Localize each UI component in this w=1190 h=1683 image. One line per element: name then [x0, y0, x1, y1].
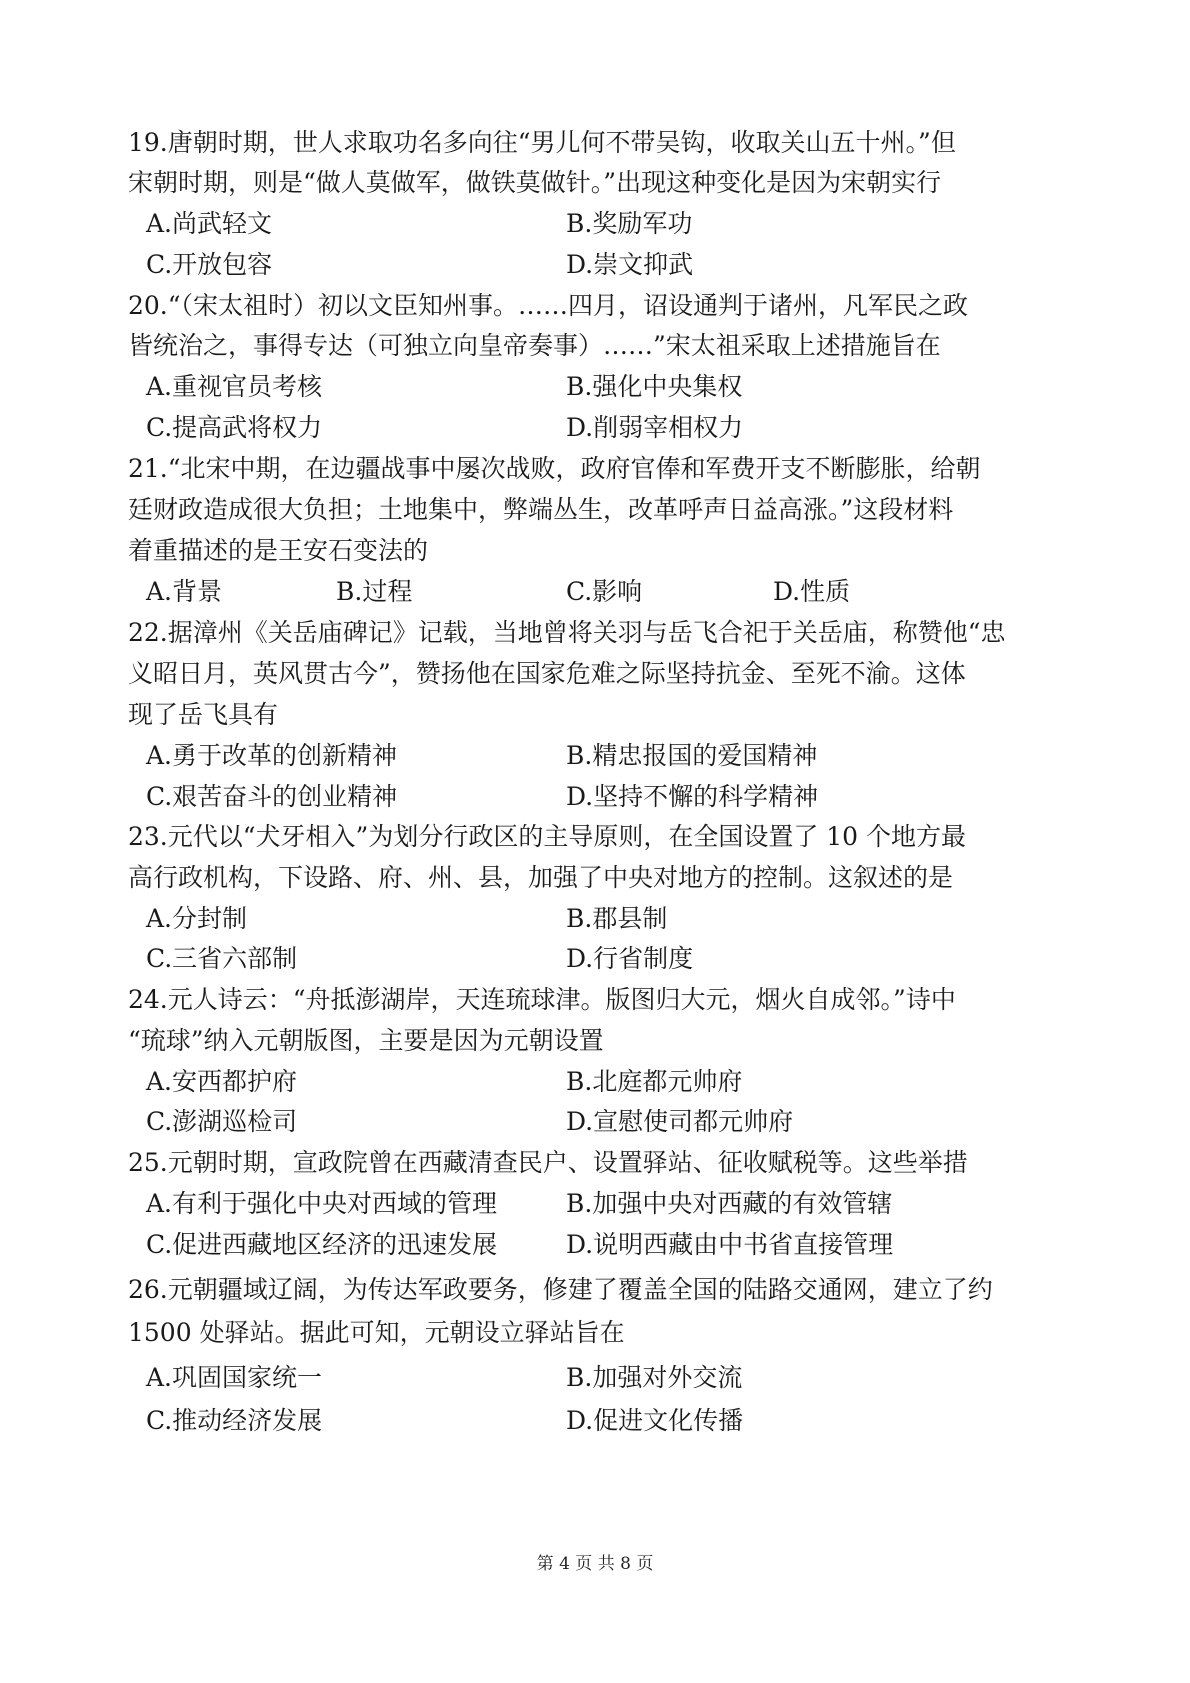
question-22-stem-line-2: 义昭日月，英风贯古今”，赞扬他在国家危难之际坚持抗金、至死不渝。这体 [128, 659, 966, 688]
question-20-option-d: D.削弱宰相权力 [566, 413, 744, 442]
question-19-option-c: C.开放包容 [146, 250, 273, 279]
question-24-stem-line-2: “琉球”纳入元朝版图，主要是因为元朝设置 [128, 1026, 604, 1055]
question-23-option-a: A.分封制 [146, 904, 248, 933]
question-24-option-c: C.澎湖巡检司 [146, 1107, 298, 1136]
question-20-option-c: C.提高武将权力 [146, 413, 323, 442]
question-25-option-c: C.促进西藏地区经济的迅速发展 [146, 1230, 498, 1259]
question-25-option-a: A.有利于强化中央对西域的管理 [146, 1189, 498, 1218]
question-22-option-b: B.精忠报国的爱国精神 [566, 741, 818, 770]
question-23-option-b: B.郡县制 [566, 904, 668, 933]
question-22-option-c: C.艰苦奋斗的创业精神 [146, 782, 398, 811]
question-19-option-d: D.崇文抑武 [566, 250, 694, 279]
question-23-stem-line-1: 23.元代以“犬牙相入”为划分行政区的主导原则，在全国设置了 10 个地方最 [128, 822, 967, 851]
question-21-option-a: A.背景 [146, 577, 223, 606]
question-20-stem-line-2: 皆统治之，事得专达（可独立向皇帝奏事）……”宋太祖采取上述措施旨在 [128, 331, 941, 360]
question-25-option-b: B.加强中央对西藏的有效管辖 [566, 1189, 893, 1218]
question-26-option-a: A.巩固国家统一 [146, 1363, 323, 1392]
question-21-option-b: B.过程 [336, 577, 413, 606]
question-26-option-b: B.加强对外交流 [566, 1363, 743, 1392]
question-21-stem-line-3: 着重描述的是王安石变法的 [128, 536, 429, 565]
question-26-option-d: D.促进文化传播 [566, 1406, 744, 1435]
question-22-stem-line-3: 现了岳飞具有 [128, 700, 279, 729]
question-20-option-b: B.强化中央集权 [566, 372, 743, 401]
question-24-option-a: A.安西都护府 [146, 1067, 298, 1096]
question-26-stem-line-1: 26.元朝疆域辽阔，为传达军政要务，修建了覆盖全国的陆路交通网，建立了约 [128, 1275, 993, 1304]
question-23-option-c: C.三省六部制 [146, 944, 298, 973]
question-19-option-a: A.尚武轻文 [146, 209, 273, 238]
question-21-stem-line-2: 廷财政造成很大负担；土地集中，弊端丛生，改革呼声日益高涨。”这段材料 [128, 495, 954, 524]
question-21-stem-line-1: 21.“北宋中期，在边疆战事中屡次战败，政府官俸和军费开支不断膨胀，给朝 [128, 454, 981, 483]
question-20-stem-line-1: 20.“（宋太祖时）初以文臣知州事。……四月，诏设通判于诸州，凡军民之政 [128, 291, 969, 320]
question-19-stem-line-2: 宋朝时期，则是“做人莫做军，做铁莫做针。”出现这种变化是因为宋朝实行 [128, 168, 942, 197]
question-23-stem-line-2: 高行政机构，下设路、府、州、县，加强了中央对地方的控制。这叙述的是 [128, 863, 954, 892]
question-19-stem-line-1: 19.唐朝时期，世人求取功名多向往“男儿何不带吴钩，收取关山五十州。”但 [128, 128, 956, 157]
question-24-option-b: B.北庭都元帅府 [566, 1067, 743, 1096]
page-footer: 第 4 页 共 8 页 [536, 1554, 654, 1574]
question-25-option-d: D.说明西藏由中书省直接管理 [566, 1230, 894, 1259]
question-21-option-c: C.影响 [566, 577, 643, 606]
question-26-stem-line-2: 1500 处驿站。据此可知，元朝设立驿站旨在 [128, 1318, 625, 1347]
question-22-option-d: D.坚持不懈的科学精神 [566, 782, 819, 811]
question-23-option-d: D.行省制度 [566, 944, 694, 973]
question-22-option-a: A.勇于改革的创新精神 [146, 741, 398, 770]
question-25-stem-line-1: 25.元朝时期，宣政院曾在西藏清查民户、设置驿站、征收赋税等。这些举措 [128, 1148, 968, 1177]
question-26-option-c: C.推动经济发展 [146, 1406, 323, 1435]
question-21-option-d: D.性质 [773, 577, 851, 606]
question-24-option-d: D.宣慰使司都元帅府 [566, 1107, 794, 1136]
question-20-option-a: A.重视官员考核 [146, 372, 323, 401]
question-22-stem-line-1: 22.据漳州《关岳庙碑记》记载，当地曾将关羽与岳飞合祀于关岳庙，称赞他“忠 [128, 618, 1006, 647]
question-19-option-b: B.奖励军功 [566, 209, 693, 238]
question-24-stem-line-1: 24.元人诗云：“舟抵澎湖岸，天连琉球津。版图归大元，烟火自成邻。”诗中 [128, 985, 956, 1014]
